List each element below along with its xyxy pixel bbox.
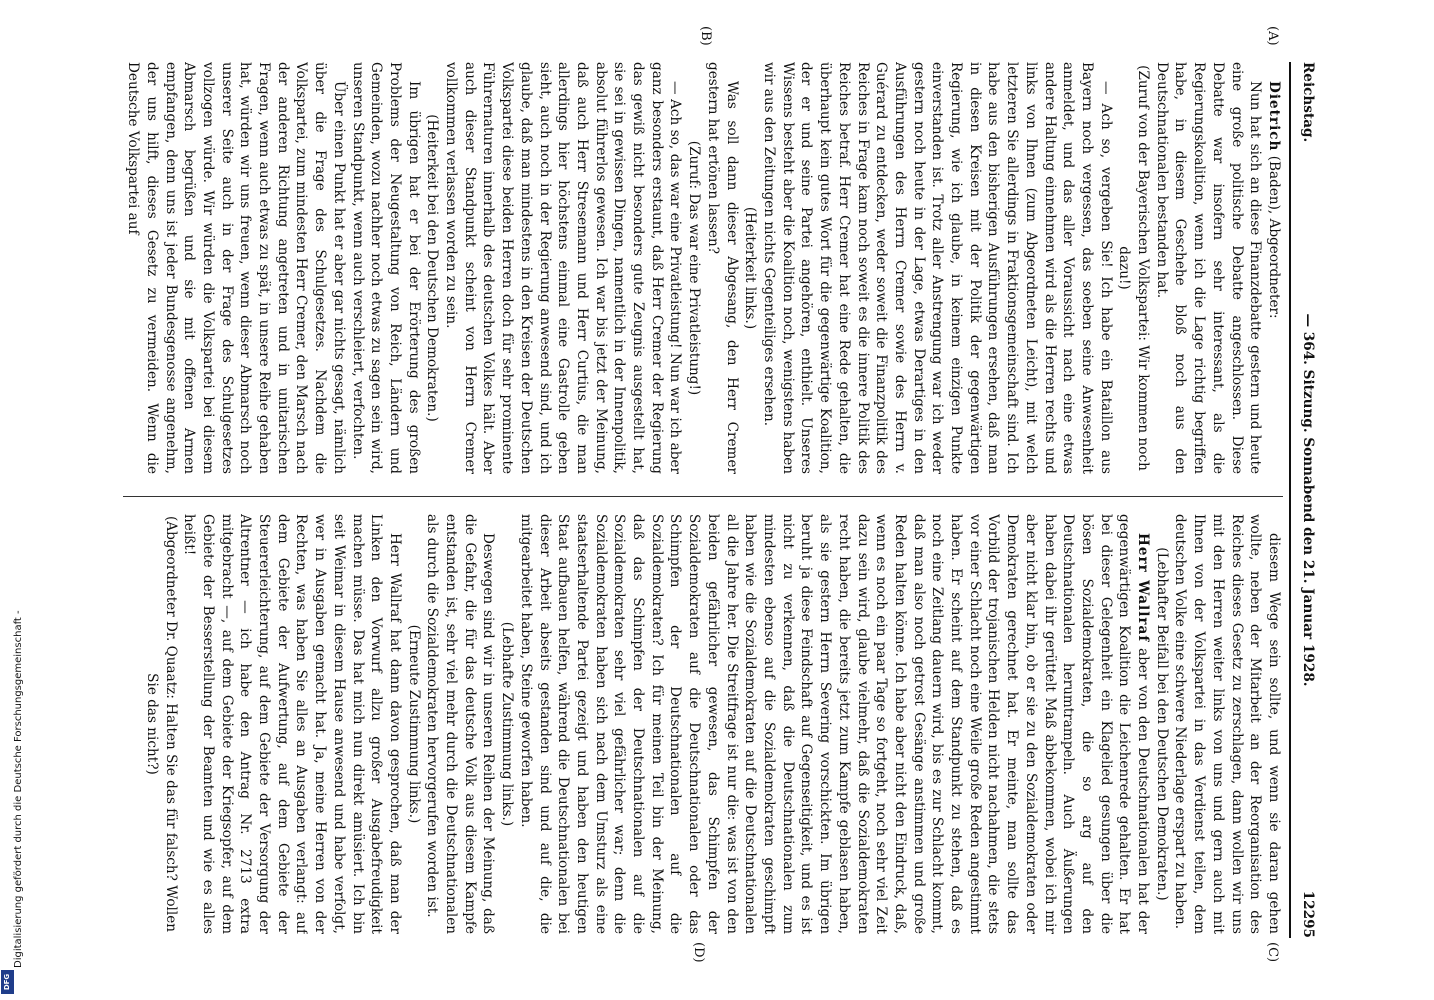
paragraph <box>348 62 423 474</box>
header-center: — 364. Sitzung. Sonnabend den 21. Januar 1928. <box>1300 313 1316 687</box>
paragraph <box>423 514 498 934</box>
page-header <box>1289 62 1319 938</box>
paragraph <box>441 62 684 474</box>
paragraph <box>703 62 740 474</box>
page-number: 12295 <box>1300 890 1316 938</box>
paragraph-text: — Ach so, vergeben Sie! Ich habe ein Bataillon aus Bayern noch vergessen, das soeben seine Anwesenheit anmeldet, und das aller Voraussicht nach eine etwas andere Haltung einnehmen wird als die Herren rechts und links von Ihnen (zum Abgeordneten Leicht), mit welch letzteren Sie allerdings in Fraktionsgemeinschaft sind. Ich habe aus den bisherigen Ausführungen ersehen, daß man in diesen Kreisen mit der Politik der gegenwärtigen Regierung, wie ich glaube, in keinem einzigen Punkte einverstanden ist. Trotz aller Anstrengung war ich weder gestern noch heute in der Lage, etwas Derartiges in den Ausführungen des Herrn Cremer sowie des Herrn v. Guérard zu entdecken, weder soweit die Finanzpolitik des Reiches in Frage kam noch soweit es die innere Politik des Reiches betraf. Herr Cremer hat eine Rede gehalten, die überhaupt kein gutes Wort für die gegenwärtige Koalition, der er und seine Partei angehören, enthielt. Unseres Wissens besteht aber die Koalition noch, wenigstens haben wir aus den Zeitungen nichts Gegenteiliges ersehen. <box>761 62 1114 474</box>
interjection: (Heiterkeit links.) <box>742 206 759 330</box>
paragraph-text: Über einen Punkt hat er aber gar nichts gesagt, nämlich über die Frage des Schulgesetzes. Nachdem die Volkspartei, zum mindesten Herr Cremer, den Marsch nach der anderen Richtung angetreten und in unitarischen Fragen, wenn auch etwas zu spät, in unsere Reihe gehaben hat, würden wir uns freuen, wenn dieser Abmarsch noch unserer Seite auch in der Frage des Schulgesetzes vollzogen würde. Wir würden die Volkspartei bei diesem Abmarsch begrüßen und sie mit offenen Armen empfangen, denn uns ist jeder Bundesgenosse angenehm, der uns hilft, dieses Gesetz zu vermeiden. Wenn die Deutsche Volkspartei auf <box>125 62 347 474</box>
dfg-logo <box>1 970 14 994</box>
paragraph-text: Herr Wallraf hat dann davon gesprochen, daß man der Linken den Vorwurf allzu großer Ausgabefreudigkeit machen müsse. Das hat mich nun direkt amüsiert. Ich bin seit Weimar in diesem Hause anwesend und habe verfolgt, wer in Ausgaben gemacht hat. Ja, meine Herren von der Rechten, was haben Sie alles an Ausgaben verlangt: auf dem Gebiete der Aufwertung, auf dem Gebiete der Steuererleichterung, auf dem Gebiete der Versorgung der Altrentner — ich habe den Antrag Nr. 2713 extra mitgebracht —, auf dem Gebiete der Kriegsopfer, auf dem Gebiete der Besserstellung der Beamten und wie es alles heißt! <box>181 514 403 934</box>
interjection: (Abgeordneter Dr. Quaatz: Halten Sie das für falsch? Wollen Sie das nicht?) <box>143 515 179 933</box>
paragraph <box>1171 514 1283 934</box>
speaker-name: Dietrich <box>1266 81 1282 152</box>
interjection: (Lebhafte Zustimmung links.) <box>499 621 516 827</box>
interjection: (Heiterkeit bei den Deutschen Demokraten.) <box>424 114 441 422</box>
header-left: Reichstag. <box>1300 62 1316 143</box>
paragraph-text: (Baden), Abgeordneter: <box>1266 151 1282 319</box>
column-divider <box>123 496 1283 497</box>
digitization-footer <box>0 0 24 1000</box>
paragraph <box>180 514 404 934</box>
dfg-logo-text: DFG <box>3 973 12 991</box>
margin-marker-b: (B) <box>698 26 713 46</box>
margin-marker-c: (C) <box>1265 942 1280 963</box>
left-text-column <box>103 62 1283 474</box>
right-text-column <box>103 514 1283 934</box>
paragraph-text: aber von den Deutschnationalen hat der gegenwärtigen Koalition die Leichenrede gehalten. Er hat bei dieser Gelegenheit ein Klagelied gesungen über die bösen Sozialdemokraten, die so arg auf den Deutschnationalen herumtrampeln. Auch Äußerungen haben dabei ihr gerüttelt Maß abbekommen, wobei ich mir aber nicht klar bin, ob er sie zu den Sozialdemokraten oder Demokraten gerechnet hat. Er meinte, man sollte das Vorbild der trojanischen Helden nicht nachahmen, die stets vor einer Schlacht noch eine Weile große Reden angestimmt haben. Er scheint auf dem Standpunkt zu stehen, daß es noch eine Zeitlang dauern wird, bis es zur Schlacht kommt, daß man also noch getrost Gesänge anstimmen und große Reden halten könne. Ich habe aber nicht den Eindruck, daß, wenn es noch ein paar Tage so fortgeht, noch sehr viel Zeit dazu sein wird, glaube vielmehr, daß die Sozialdemokraten recht haben, die bereits jetzt zum Kampfe geblasen haben, als sie gestern Herrn Severing vorschickten. Im übrigen beruht ja diese Feindschaft auf Gegenseitigkeit, und es ist nicht zu verkennen, daß die Deutschnationalen zum mindesten ebenso auf die Sozialdemokraten geschimpft haben wie die Sozialdemokraten auf die Deutschnationalen all die Jahre her. Die Streitfrage ist nur die: was ist von den beiden gefährlicher gewesen, das Schimpfen der Sozialdemokraten auf die Deutschnationalen oder das Schimpfen der Deutschnationalen auf die Sozialdemokraten? Ich für meinen Teil bin der Meinung, daß das Schimpfen der Deutschnationalen auf die Sozialdemokraten sehr viel gefährlicher war; denn die Sozialdemokraten haben sich nach dem Umsturz als eine staatserhaltende Partei gezeigt und haben den heutigen Staat aufbauen helfen, während die Deutschnationalen bei dieser Arbeit abseits gestanden sind und auf die, die mitgearbeitet haben, Steine geworfen haben. <box>517 514 1152 934</box>
paragraph-text: Deswegen sind wir in unseren Reihen der Meinung, daß die Gefahr, die für das deutsche Volk aus diesem Kampfe entstanden ist, sehr viel mehr durch die Deutschnationalen als durch die Sozialdemokraten hervorgerufen worden ist. <box>424 514 497 934</box>
paragraph-text: — Ach so, das war eine Privatleistung! Nun war ich aber ganz besonders erstaunt, daß Herr Cremer der Regierung das gewiß nicht besonders gute Zeugnis ausgestellt hat, sie sei in gewissen Dingen, namentlich in der Innenpolitik, absolut führerlos gewesen. Ich war bis jetzt der Meinung, daß auch Herr Stresemann und Herr Curtius, die man allerdings hier höchstens einmal eine Gastrolle geben sieht, auch noch in der Regierung anwesend sind, und ich glaube, daß man mindestens in den Kreisen der Deutschen Volkspartei diese beiden Herren doch für sehr prominente Führernaturen innerhalb des deutschen Volkes hält. Aber auch dieser Standpunkt scheint von Herrn Cremer vollkommen verlassen worden zu sein. <box>443 62 684 474</box>
margin-marker-a: (A) <box>1265 26 1280 46</box>
paragraph <box>516 514 1152 934</box>
interjection: (Erneute Zustimmung links.) <box>405 624 422 824</box>
interjection: (Lebhafter Beifall bei den Deutschen Demokraten.) <box>1153 547 1170 901</box>
document-page <box>89 26 1319 963</box>
speaker-name: Herr Wallraf <box>1135 533 1152 643</box>
interjection: (Zuruf von der Bayerischen Volkspartei: Wir kommen noch dazu!) <box>1116 65 1152 471</box>
paragraph-text: Nun hat sich an diese Finanzdebatte gestern und heute eine große politische Debatte angeschlossen. Diese Debatte war insofern sehr interessant, als die Regierungskoalition, wenn ich die Lage richtig begriffen habe, in diesem Geschehe bloß noch aus den Deutschnationalen bestanden hat. <box>1153 62 1264 474</box>
interjection: (Zuruf: Das war eine Privatleistung!) <box>686 140 703 396</box>
margin-marker-d: (D) <box>691 942 706 963</box>
paragraph <box>123 62 347 474</box>
paragraph-text: diesem Wege sein sollte, und wenn sie daran gehen wollte, neben der Mitarbeit an der Reorganisation des Reiches dieses Gesetz zu zerschlagen, dann wollen wir uns mit den Herren weiter links von uns und gern auch mit Ihnen von der Volkspartei in das Verdienst teilen, dem deutschen Volke eine schwere Niederlage erspart zu haben. <box>1172 514 1282 934</box>
digitization-credit: Digitalisierung gefördert durch die Deutsche Forschungsgemeinschaft - <box>13 610 24 968</box>
paragraph <box>1152 62 1264 474</box>
paragraph <box>759 62 1114 474</box>
paragraph-text: Im übrigen hat er bei der Erörterung des großen Problems der Neugestaltung von Reich, Ländern und Gemeinden, wozu nachher noch etwas zu sagen sein wird, unseren Standpunkt, wenn auch verschleiert, verfochten. <box>349 62 422 474</box>
paragraph <box>1264 62 1283 474</box>
paragraph-text: Was soll dann dieser Abgesang, den Herr Cremer gestern hat ertönen lassen? <box>704 62 740 474</box>
